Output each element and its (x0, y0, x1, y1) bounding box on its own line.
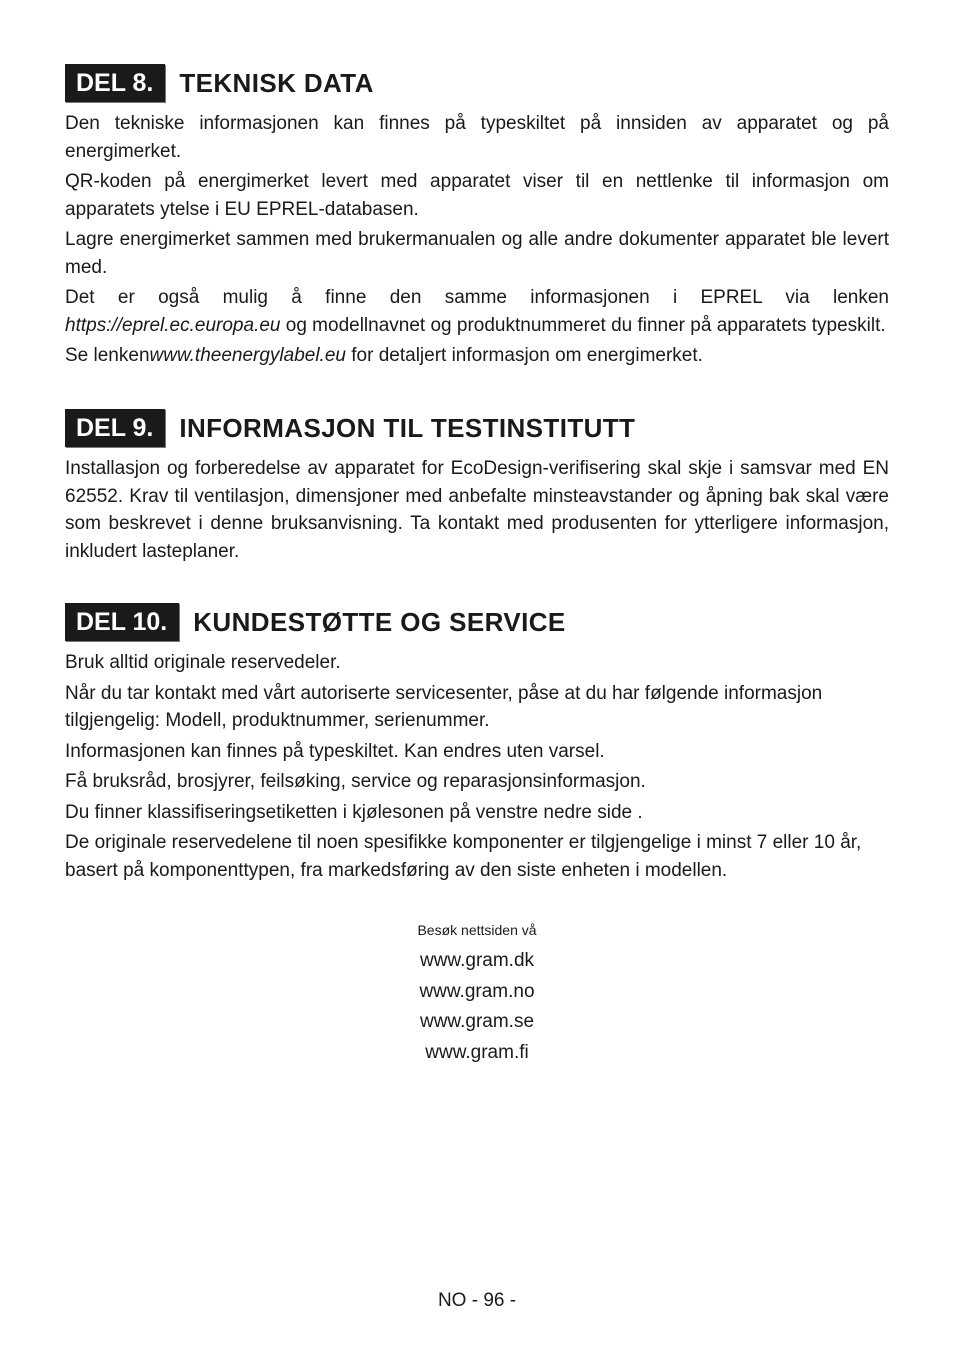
website-link[interactable]: www.gram.no (419, 980, 535, 1002)
energylabel-link[interactable]: www.theenergylabel.eu (149, 345, 346, 366)
paragraph: Du finner klassifiseringsetiketten i kjølesonen på venstre nedre side . (65, 801, 643, 823)
paragraph: Informasjonen kan finnes på typeskiltet. Kan endres uten varsel. (65, 740, 605, 762)
website-link[interactable]: www.gram.dk (419, 950, 535, 971)
section-del-10 (65, 603, 889, 887)
paragraph: QR-koden på energimerket levert med apparatet viser til en nettlenke til informasjon om apparatets ytelse i EU EPREL-databasen. (65, 171, 889, 220)
website-link[interactable]: www.gram.fi (425, 1041, 529, 1063)
page-number: NO - 96 - (437, 1290, 517, 1311)
energylabel-text-post: for detaljert informasjon om energimerket. (345, 345, 703, 366)
paragraph: Installasjon og forberedelse av apparatet for EcoDesign-verifisering skal skje i samsvar med EN 62552. Krav til ventilasjon, dimensjoner med anbefalte minsteavstander og åpning bak skal være som beskrevet i denne bruksanvisning. Ta kontakt med produsenten for ytterligere informasjon, inkludert lasteplaner. (65, 458, 889, 562)
paragraph: De originale reservedelene til noen spesifikke komponenter er tilgjengelige i minst 7 eller 10 år, basert på komponenttypen, fra markedsføring av den siste enheten i modellen. (65, 832, 862, 881)
website-link[interactable]: www.gram.se (419, 1011, 535, 1032)
website-list (0, 922, 954, 1068)
section-title: INFORMASJON TIL TESTINSTITUTT (179, 412, 636, 443)
eprel-text-pre: Det er også mulig å finne den samme informasjonen i EPREL via lenken (65, 287, 889, 308)
paragraph: Når du tar kontakt med vårt autoriserte servicesenter, påse at du har følgende informasjon tilgjengelig: Modell, produktnummer, serienummer. (65, 682, 823, 731)
energylabel-text-pre: Se lenken (65, 345, 150, 366)
section-badge: DEL 9. (65, 409, 165, 447)
section-heading (65, 603, 889, 641)
section-heading (65, 64, 889, 102)
eprel-text-post: og modellnavnet og produktnummeret du finner på apparatets typeskilt. (280, 314, 886, 336)
section-del-9 (65, 409, 889, 568)
section-badge: DEL 8. (65, 64, 165, 102)
visit-text: Besøk nettsiden vå (417, 922, 537, 938)
paragraph: Få bruksråd, brosjyrer, feilsøking, service og reparasjonsinformasjon. (65, 771, 646, 792)
section-badge: DEL 10. (65, 603, 179, 641)
eprel-paragraph (65, 284, 889, 339)
energylabel-paragraph (65, 342, 889, 370)
eprel-link[interactable]: https://eprel.ec.europa.eu (65, 314, 281, 336)
paragraph: Den tekniske informasjonen kan finnes på typeskiltet på innsiden av apparatet og på energimerket. (65, 113, 889, 162)
paragraph: Lagre energimerket sammen med brukermanualen og alle andre dokumenter apparatet ble levert med. (65, 229, 889, 278)
section-del-8 (65, 64, 889, 373)
section-title: TEKNISK DATA (179, 67, 374, 98)
paragraph: Bruk alltid originale reservedeler. (65, 652, 341, 673)
section-heading (65, 409, 889, 447)
section-title: KUNDESTØTTE OG SERVICE (193, 606, 566, 637)
